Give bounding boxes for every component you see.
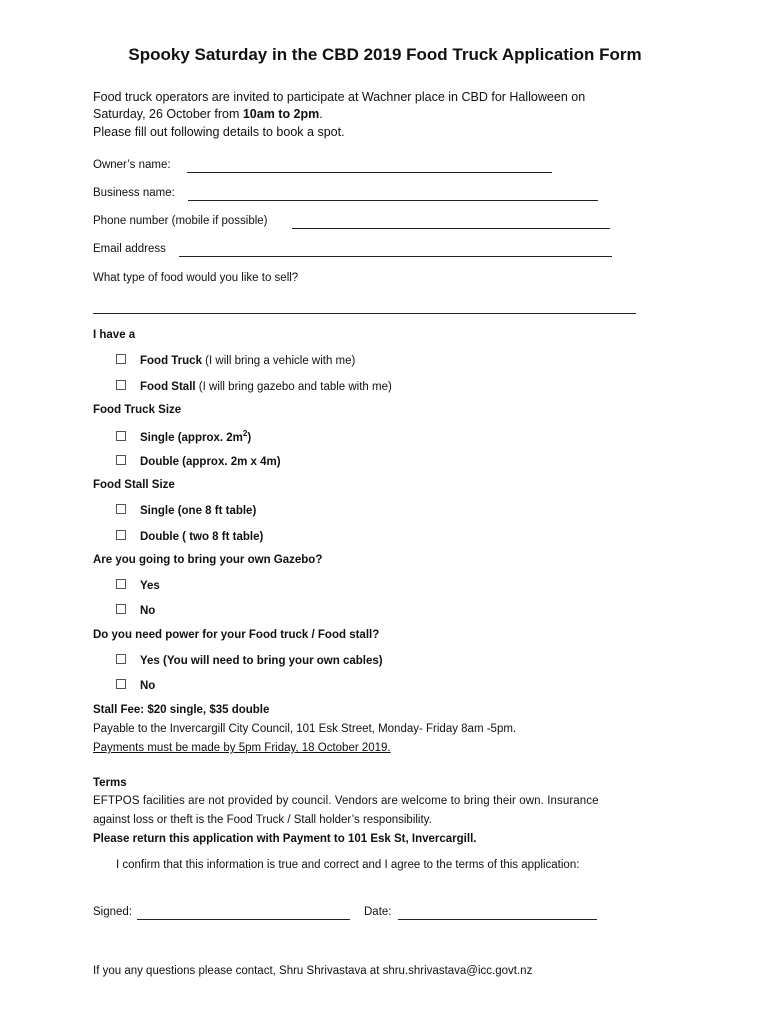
phone-field[interactable] [292,228,610,229]
date-label: Date: [364,906,392,918]
checkbox-icon[interactable] [116,654,126,664]
option-stall-double[interactable]: Double ( two 8 ft table) [116,530,263,543]
option-gazebo-yes[interactable]: Yes [116,579,160,592]
intro-line-2: Saturday, 26 October from 10am to 2pm. [93,107,323,121]
email-label: Email address [93,243,166,255]
option-power-no[interactable]: No [116,679,155,692]
business-name-label: Business name: [93,187,175,199]
checkbox-icon[interactable] [116,679,126,689]
option-power-yes[interactable]: Yes (You will need to bring your own cables) [116,654,383,667]
food-type-field[interactable] [93,313,636,314]
signed-label: Signed: [93,906,133,918]
date-field[interactable] [398,919,597,920]
option-food-truck[interactable]: Food Truck (I will bring a vehicle with me) [116,354,355,367]
signature-field[interactable] [137,919,350,920]
option-gazebo-no[interactable]: No [116,604,155,617]
checkbox-icon[interactable] [116,579,126,589]
terms-line-2: against loss or theft is the Food Truck / Stall holder’s responsibility. [93,814,432,826]
food-type-label: What type of food would you like to sell? [93,272,299,284]
checkbox-icon[interactable] [116,504,126,514]
truck-size-heading: Food Truck Size [93,404,182,416]
checkbox-icon[interactable] [116,455,126,465]
checkbox-icon[interactable] [116,604,126,614]
confirmation-text: I confirm that this information is true and correct and I agree to the terms of this application: [116,859,580,871]
owner-name-label: Owner’s name: [93,159,171,171]
business-name-field[interactable] [188,200,598,201]
terms-line-1: EFTPOS facilities are not provided by council. Vendors are welcome to bring their own. Insurance [93,795,599,807]
checkbox-icon[interactable] [116,354,126,364]
option-truck-single[interactable]: Single (approx. $2m^2$) [116,429,251,444]
owner-name-field[interactable] [187,172,552,173]
terms-heading: Terms [93,777,127,789]
contact-info: If you any questions please contact, Shru Shrivastava at shru.shrivastava@icc.govt.nz [93,965,533,977]
checkbox-icon[interactable] [116,431,126,441]
checkbox-icon[interactable] [116,530,126,540]
phone-label: Phone number (mobile if possible) [93,215,268,227]
payment-deadline: Payments must be made by 5pm Friday, 18 October 2019. [93,742,391,754]
option-truck-double[interactable]: Double (approx. 2m x 4m) [116,455,281,468]
stall-fee-heading: Stall Fee: $20 single, $35 double [93,704,270,716]
checkbox-icon[interactable] [116,380,126,390]
return-instruction: Please return this application with Payment to 101 Esk St, Invercargill. [93,833,477,845]
payable-text: Payable to the Invercargill City Council, 101 Esk Street, Monday- Friday 8am -5pm. [93,723,517,735]
stall-size-heading: Food Stall Size [93,479,175,491]
intro-line-1: Food truck operators are invited to participate at Wachner place in CBD for Halloween on [93,90,586,104]
intro-line-3: Please fill out following details to book a spot. [93,125,345,139]
gazebo-heading: Are you going to bring your own Gazebo? [93,554,323,566]
option-stall-single[interactable]: Single (one 8 ft table) [116,504,256,517]
i-have-heading: I have a [93,329,136,341]
form-title: Spooky Saturday in the CBD 2019 Food Truck Application Form [128,45,642,64]
event-time: 10am to 2pm [242,107,320,121]
email-field[interactable] [179,256,612,257]
power-heading: Do you need power for your Food truck / Food stall? [93,629,380,641]
option-food-stall[interactable]: Food Stall (I will bring gazebo and table with me) [116,380,392,393]
